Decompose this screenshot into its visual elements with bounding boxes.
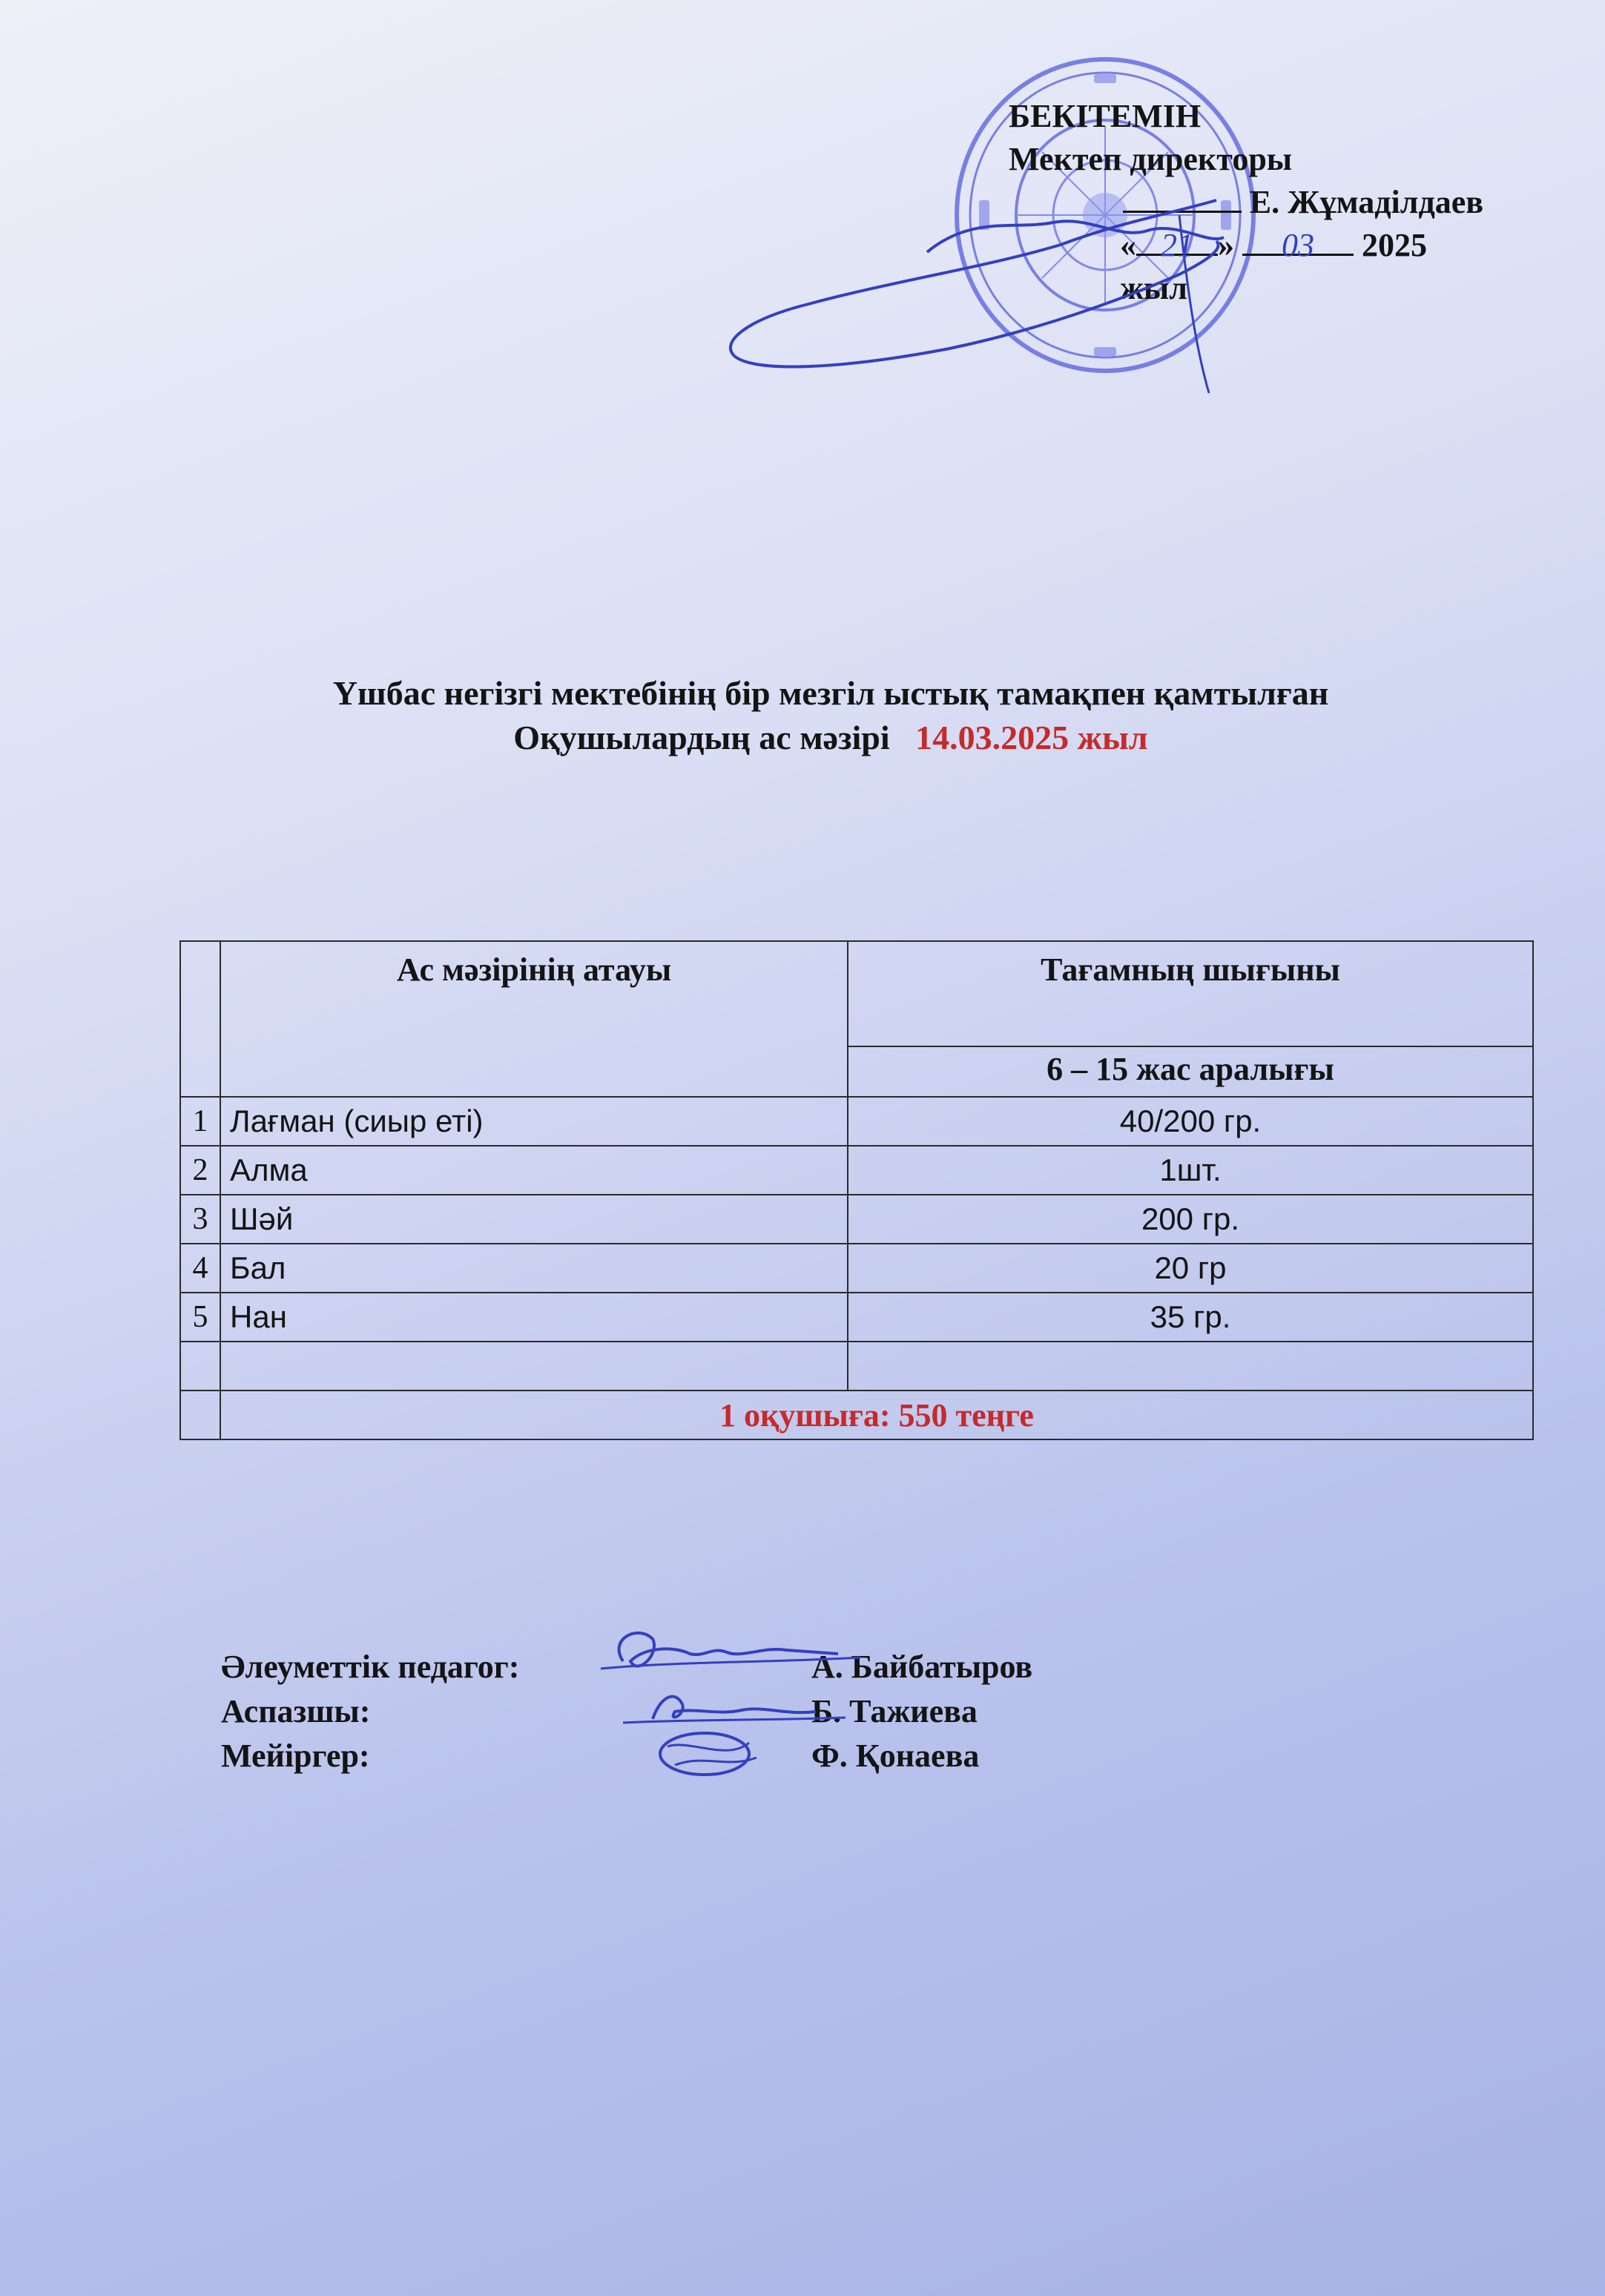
dish-amount: 35 гр.: [848, 1293, 1533, 1342]
dish-name: Алма: [220, 1146, 848, 1195]
table-row: [180, 1293, 1533, 1342]
row-number: 3: [180, 1195, 220, 1244]
dish-name: Бал: [220, 1244, 848, 1293]
dish-amount: 200 гр.: [848, 1195, 1533, 1244]
table-row: [180, 1244, 1533, 1293]
signer-role: Мейіргер:: [221, 1738, 370, 1774]
empty-cell: [848, 1342, 1533, 1391]
document-title: [178, 671, 1483, 760]
date-year: 2025 жыл: [1120, 227, 1427, 306]
table-row: [180, 1097, 1533, 1146]
signer-role: Әлеуметтік педагог:: [221, 1649, 520, 1685]
approval-date: « 21 » 03 2025 жыл: [1009, 224, 1483, 310]
director-name: Е. Жұмаділдаев: [1249, 184, 1483, 220]
row-number: 2: [180, 1146, 220, 1195]
signer-name: А. Байбатыров: [811, 1649, 1033, 1685]
table-row: [180, 1146, 1533, 1195]
number-header-cell: [180, 941, 220, 1097]
table-header-row: [180, 941, 1533, 1046]
dish-amount: 1шт.: [848, 1146, 1533, 1195]
dish-name: Шәй: [220, 1195, 848, 1244]
menu-table: [179, 940, 1534, 1440]
pedagogue-signature: [593, 1617, 875, 1683]
date-day: 21: [1136, 224, 1218, 256]
title-line-2: [178, 716, 1483, 760]
nurse-signature: [645, 1724, 771, 1784]
signer-name: Б. Тажиева: [811, 1693, 978, 1729]
total-cost: 1 оқушыға: 550 теңге: [220, 1391, 1533, 1439]
dish-amount: 20 гр: [848, 1244, 1533, 1293]
dish-name-header: Ас мәзірінің атауы: [220, 941, 848, 1097]
empty-cell: [180, 1342, 220, 1391]
dish-amount: 40/200 гр.: [848, 1097, 1533, 1146]
date-month: 03: [1242, 224, 1354, 256]
age-range: 6 – 15 жас аралығы: [848, 1046, 1533, 1097]
empty-cell: [220, 1342, 848, 1391]
signer-role: Аспазшы:: [221, 1693, 371, 1729]
director-position: Мектеп директоры: [1009, 141, 1293, 177]
table-row: [180, 1195, 1533, 1244]
signer-name: Ф. Қонаева: [811, 1738, 980, 1774]
row-number: 5: [180, 1293, 220, 1342]
total-row: [180, 1391, 1533, 1439]
director-signature: [705, 171, 1268, 408]
title-line-1: Үшбас негізгі мектебінің бір мезгіл ыстық тамақпен қамтылған: [332, 674, 1329, 712]
row-number: 1: [180, 1097, 220, 1146]
menu-date: 14.03.2025 жыл: [915, 719, 1148, 756]
dish-name: Лағман (сиыр еті): [220, 1097, 848, 1146]
approval-heading: БЕКІТЕМІН: [1009, 98, 1202, 134]
title-subject: Оқушылардың ас мәзірі: [513, 719, 890, 756]
empty-cell: [180, 1391, 220, 1439]
row-number: 4: [180, 1244, 220, 1293]
empty-row: [180, 1342, 1533, 1391]
dish-name: Нан: [220, 1293, 848, 1342]
amount-header: Тағамның шығыны: [848, 941, 1533, 1046]
